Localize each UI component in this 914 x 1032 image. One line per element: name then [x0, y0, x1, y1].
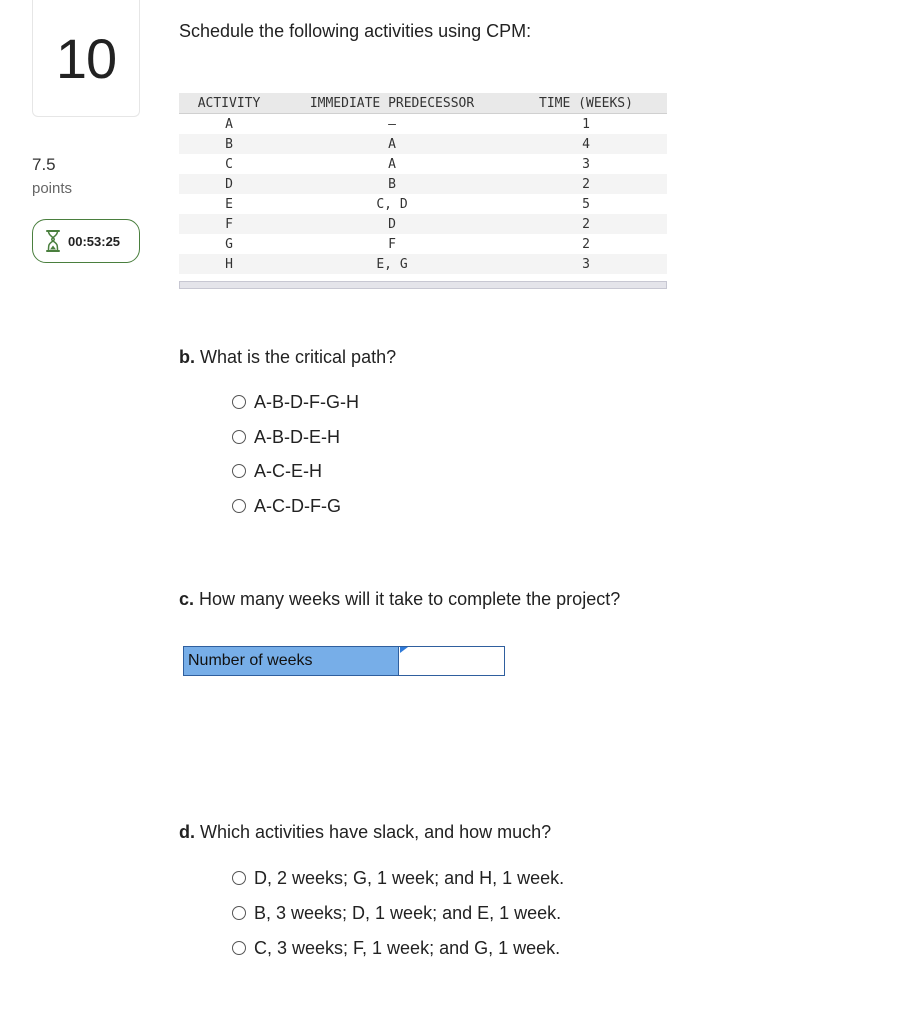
option-label: D, 2 weeks; G, 1 week; and H, 1 week.	[254, 867, 565, 888]
activity-cell: D	[179, 174, 279, 194]
slack-option-2[interactable]	[232, 902, 561, 924]
question-prompt: Schedule the following activities using CPM:	[179, 21, 532, 41]
column-header-time: TIME (WEEKS)	[505, 93, 667, 114]
activity-cell: F	[179, 214, 279, 234]
part-d-letter: d.	[179, 822, 195, 842]
predecessor-cell: D	[279, 214, 505, 234]
weeks-answer-row	[183, 646, 505, 676]
predecessor-cell: E, G	[279, 254, 505, 274]
radio-button[interactable]	[232, 499, 246, 513]
table-row	[179, 254, 667, 274]
part-b-text: What is the critical path?	[200, 347, 397, 367]
weeks-input-label: Number of weeks	[183, 646, 399, 676]
slack-option-3[interactable]	[232, 937, 560, 959]
activity-cell: E	[225, 196, 233, 212]
question-number-box	[32, 0, 140, 117]
hourglass-icon	[46, 230, 60, 252]
activity-cell: H	[179, 254, 279, 274]
activity-cell: G	[225, 236, 233, 252]
activity-cell: B	[179, 134, 279, 154]
input-flag-icon	[400, 647, 408, 653]
radio-button[interactable]	[232, 395, 246, 409]
time-cell: 5	[582, 196, 590, 212]
part-c-letter: c.	[179, 589, 195, 609]
critical-path-option-1[interactable]	[232, 391, 359, 413]
predecessor-cell: A	[388, 156, 396, 172]
radio-button[interactable]	[232, 430, 246, 444]
points-label: points	[32, 180, 73, 197]
table-row	[179, 154, 667, 174]
activity-table	[179, 93, 667, 274]
predecessor-cell: C, D	[376, 196, 408, 212]
table-row	[179, 234, 667, 254]
option-label: A-B-D-F-G-H	[254, 391, 359, 412]
radio-button[interactable]	[232, 464, 246, 478]
time-cell: 2	[582, 236, 590, 252]
predecessor-cell: F	[388, 236, 396, 252]
points-value: 7.5	[32, 155, 56, 174]
time-cell: 2	[505, 214, 667, 234]
predecessor-cell: A	[279, 134, 505, 154]
predecessor-cell: B	[279, 174, 505, 194]
radio-button[interactable]	[232, 906, 246, 920]
timer-text: 00:53:25	[68, 233, 121, 249]
time-cell: 3	[582, 156, 590, 172]
part-c-text: How many weeks will it take to complete the project?	[199, 589, 621, 609]
time-cell: 1	[582, 116, 590, 132]
part-b-letter: b.	[179, 347, 195, 367]
question-number: 10	[55, 26, 117, 90]
table-row	[179, 214, 667, 234]
option-label: A-C-E-H	[254, 460, 322, 481]
part-b-question	[179, 347, 396, 368]
table-row	[179, 194, 667, 214]
table-row	[179, 114, 667, 135]
slack-option-1[interactable]	[232, 867, 564, 889]
option-label: A-B-D-E-H	[254, 426, 340, 447]
table-row	[179, 134, 667, 154]
table-header-row	[179, 93, 667, 114]
column-header-activity: ACTIVITY	[179, 93, 279, 114]
time-cell: 4	[505, 134, 667, 154]
critical-path-option-4[interactable]	[232, 495, 341, 517]
table-row	[179, 174, 667, 194]
time-cell: 3	[505, 254, 667, 274]
part-d-question	[179, 822, 551, 843]
part-d-text: Which activities have slack, and how much?	[200, 822, 552, 842]
radio-button[interactable]	[232, 871, 246, 885]
radio-button[interactable]	[232, 941, 246, 955]
option-label: A-C-D-F-G	[254, 495, 341, 516]
activity-cell: C	[225, 156, 233, 172]
predecessor-cell: —	[388, 116, 396, 132]
activity-cell: A	[225, 116, 233, 132]
option-label: B, 3 weeks; D, 1 week; and E, 1 week.	[254, 902, 562, 923]
critical-path-option-3[interactable]	[232, 460, 322, 482]
weeks-input[interactable]	[399, 646, 505, 676]
table-bottom-rule	[179, 281, 667, 289]
critical-path-option-2[interactable]	[232, 426, 340, 448]
timer[interactable]	[32, 219, 140, 263]
column-header-predecessor: IMMEDIATE PREDECESSOR	[279, 93, 505, 114]
part-c-question	[179, 589, 620, 610]
time-cell: 2	[505, 174, 667, 194]
option-label: C, 3 weeks; F, 1 week; and G, 1 week.	[254, 937, 561, 958]
